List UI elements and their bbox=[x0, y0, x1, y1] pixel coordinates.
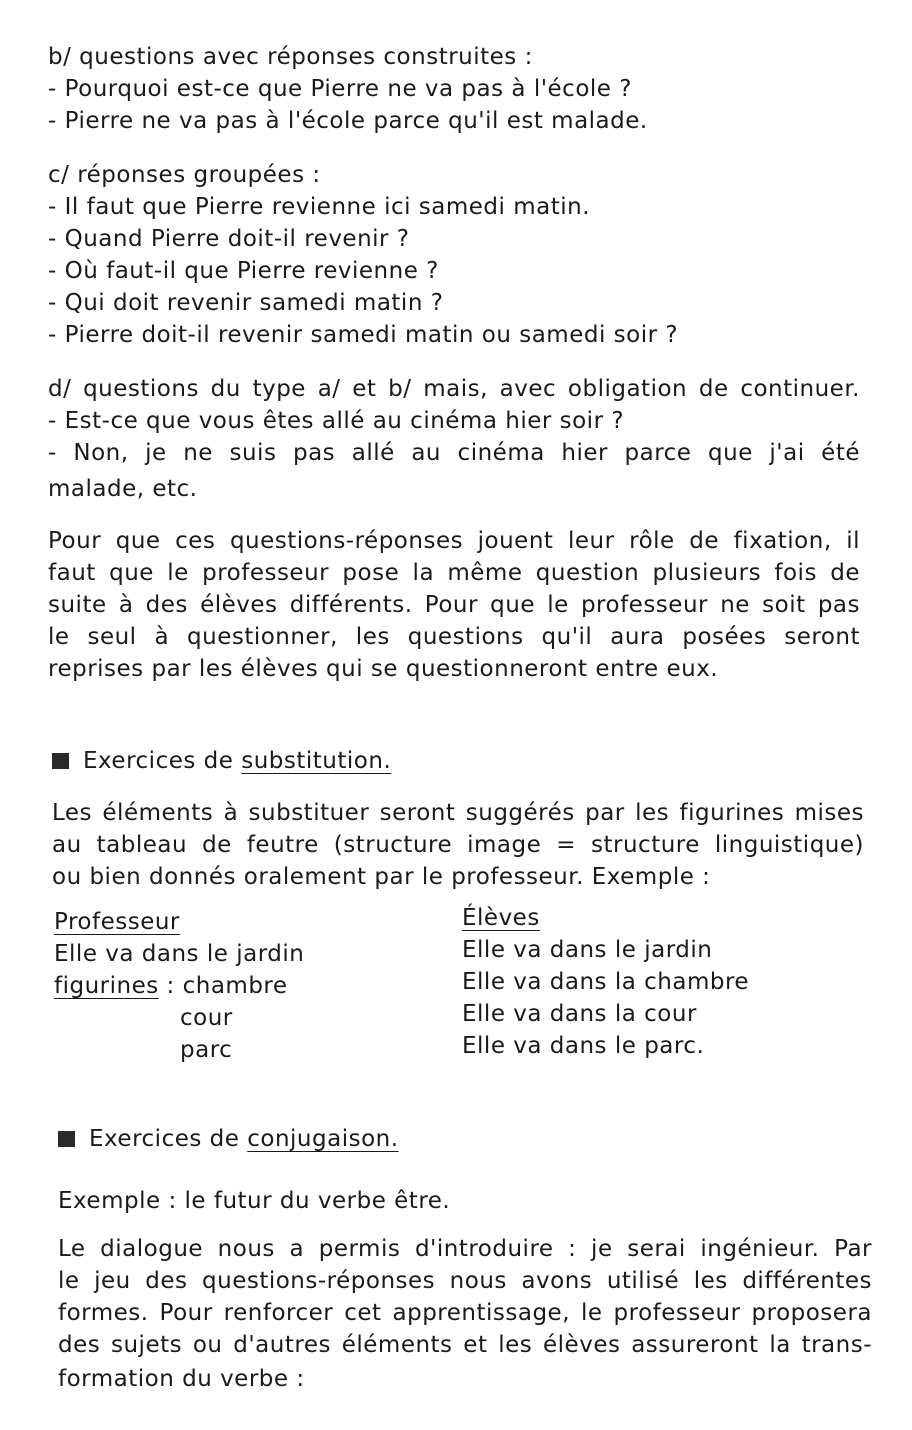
substitution-paragraph-line: Les éléments à substituer seront suggérés par les figurines mises bbox=[52, 800, 864, 826]
section-c-heading: c/ réponses groupées : bbox=[48, 162, 321, 188]
figurines-label: figurines bbox=[54, 973, 159, 999]
section-d-answer: - Non, je ne suis pas allé au cinéma hier parce que j'ai été bbox=[48, 440, 860, 466]
eleves-line: Elle va dans la cour bbox=[462, 1001, 697, 1027]
professeur-title: Professeur bbox=[54, 909, 180, 935]
section-d-question: - Est-ce que vous êtes allé au cinéma hier soir ? bbox=[48, 408, 625, 434]
figurines-first: : chambre bbox=[158, 973, 288, 999]
paragraph-line: faut que le professeur pose la même question plusieurs fois de bbox=[48, 560, 860, 586]
section-c-line: - Il faut que Pierre revienne ici samedi matin. bbox=[48, 194, 591, 220]
eleves-line: Elle va dans le jardin bbox=[462, 937, 713, 963]
paragraph-line: le seul à questionner, les questions qu'il aura posées seront bbox=[48, 624, 860, 650]
paragraph-line: suite à des élèves différents. Pour que le professeur ne soit pas bbox=[48, 592, 860, 618]
substitution-paragraph-line: ou bien donnés oralement par le professeur. Exemple : bbox=[52, 864, 711, 890]
section-c-line: - Où faut-il que Pierre revienne ? bbox=[48, 258, 439, 284]
section-c-line: - Quand Pierre doit-il revenir ? bbox=[48, 226, 410, 252]
substitution-heading bbox=[52, 746, 391, 776]
section-c-line: - Qui doit revenir samedi matin ? bbox=[48, 290, 444, 316]
substitution-paragraph-line: au tableau de feutre (structure image = structure linguistique) bbox=[52, 832, 864, 858]
bullet-square-icon bbox=[52, 753, 69, 769]
figurine-item: parc bbox=[180, 1037, 233, 1063]
eleves-title: Élèves bbox=[462, 905, 540, 931]
section-c-line: - Pierre doit-il revenir samedi matin ou samedi soir ? bbox=[48, 322, 679, 348]
conjugaison-paragraph-line: formes. Pour renforcer cet apprentissage, le professeur proposera bbox=[58, 1300, 872, 1326]
eleves-line: Elle va dans le parc. bbox=[462, 1033, 705, 1059]
section-d-heading: d/ questions du type a/ et b/ mais, avec obligation de continuer. bbox=[48, 376, 860, 402]
bullet-square-icon bbox=[58, 1131, 75, 1147]
conjugaison-example: Exemple : le futur du verbe être. bbox=[58, 1188, 451, 1214]
conjugaison-paragraph-line: des sujets ou d'autres éléments et les élèves assureront la trans- bbox=[58, 1332, 872, 1358]
substitution-heading-keyword: substitution. bbox=[241, 748, 392, 774]
professeur-line: Elle va dans le jardin bbox=[54, 941, 305, 967]
paragraph-line: Pour que ces questions-réponses jouent leur rôle de fixation, il bbox=[48, 528, 860, 554]
conjugaison-paragraph-line: le jeu des questions-réponses nous avons utilisé les différentes bbox=[58, 1268, 872, 1294]
conjugaison-heading-keyword: conjugaison. bbox=[247, 1126, 399, 1152]
conjugaison-paragraph-line: formation du verbe : bbox=[58, 1366, 305, 1392]
substitution-heading-prefix: Exercices de bbox=[83, 748, 242, 774]
eleves-line: Elle va dans la chambre bbox=[462, 969, 750, 995]
conjugaison-paragraph-line: Le dialogue nous a permis d'introduire : je serai ingénieur. Par bbox=[58, 1236, 872, 1262]
paragraph-line: reprises par les élèves qui se questionneront entre eux. bbox=[48, 656, 719, 682]
section-b-question: - Pourquoi est-ce que Pierre ne va pas à l'école ? bbox=[48, 76, 632, 102]
conjugaison-heading bbox=[58, 1124, 399, 1154]
section-d-answer-end: malade, etc. bbox=[48, 476, 198, 502]
section-b-heading: b/ questions avec réponses construites : bbox=[48, 44, 533, 70]
section-b-answer: - Pierre ne va pas à l'école parce qu'il est malade. bbox=[48, 108, 648, 134]
professeur-figurines bbox=[54, 970, 288, 1002]
conjugaison-heading-prefix: Exercices de bbox=[89, 1126, 248, 1152]
figurine-item: cour bbox=[180, 1005, 233, 1031]
